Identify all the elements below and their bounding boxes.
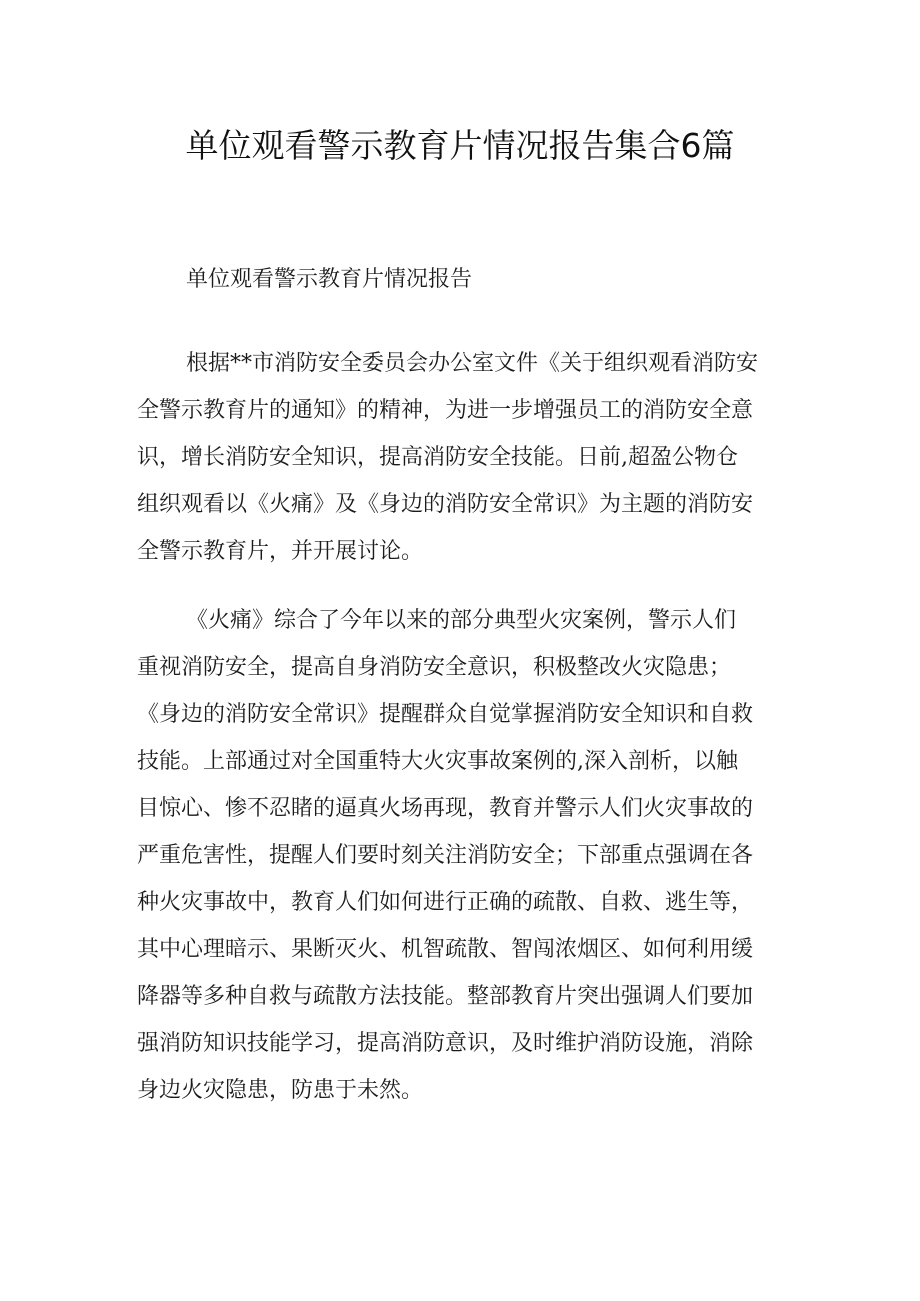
paragraph-line: 种火灾事故中，教育人们如何进行正确的疏散、自救、逃生等， xyxy=(137,890,754,915)
paragraph-line: 强消防知识技能学习，提高消防意识，及时维护消防设施，消除 xyxy=(137,1031,754,1056)
paragraph-line: 其中心理暗示、果断灭火、机智疏散、智闯浓烟区、如何利用缓 xyxy=(137,937,754,962)
paragraph-line: 《身边的消防安全常识》提醒群众自觉掌握消防安全知识和自救 xyxy=(137,702,754,727)
paragraph-1 xyxy=(137,340,787,575)
paragraph-line: 目惊心、惨不忍睹的逼真火场再现，教育并警示人们火灾事故的 xyxy=(137,796,754,821)
paragraph-line: 识，增长消防安全知识，提高消防安全技能。日前,超盈公物仓 xyxy=(137,445,738,470)
paragraph-line: 降器等多种自救与疏散方法技能。整部教育片突出强调人们要加 xyxy=(137,984,754,1009)
paragraph-line: 《火痛》综合了今年以来的部分典型火灾案例，警示人们 xyxy=(186,608,737,633)
paragraph-line: 重视消防安全，提高自身消防安全意识，积极整改火灾隐患； xyxy=(137,655,732,680)
document-title: 单位观看警示教育片情况报告集合6篇 xyxy=(185,126,735,165)
paragraph-line: 技能。上部通过对全国重特大火灾事故案例的,深入剖析，以触 xyxy=(137,749,738,774)
paragraph-2 xyxy=(137,597,787,1114)
report-subtitle: 单位观看警示教育片情况报告 xyxy=(186,267,473,292)
paragraph-line: 全警示教育片，并开展讨论。 xyxy=(137,539,424,564)
paragraph-line: 全警示教育片的通知》的精神，为进一步增强员工的消防安全意 xyxy=(137,398,754,423)
paragraph-line: 根据**市消防安全委员会办公室文件《关于组织观看消防安 xyxy=(186,351,759,376)
paragraph-line: 严重危害性，提醒人们要时刻关注消防安全；下部重点强调在各 xyxy=(137,843,754,868)
paragraph-line: 组织观看以《火痛》及《身边的消防安全常识》为主题的消防安 xyxy=(137,492,754,517)
paragraph-line: 身边火灾隐患，防患于未然。 xyxy=(137,1078,424,1103)
